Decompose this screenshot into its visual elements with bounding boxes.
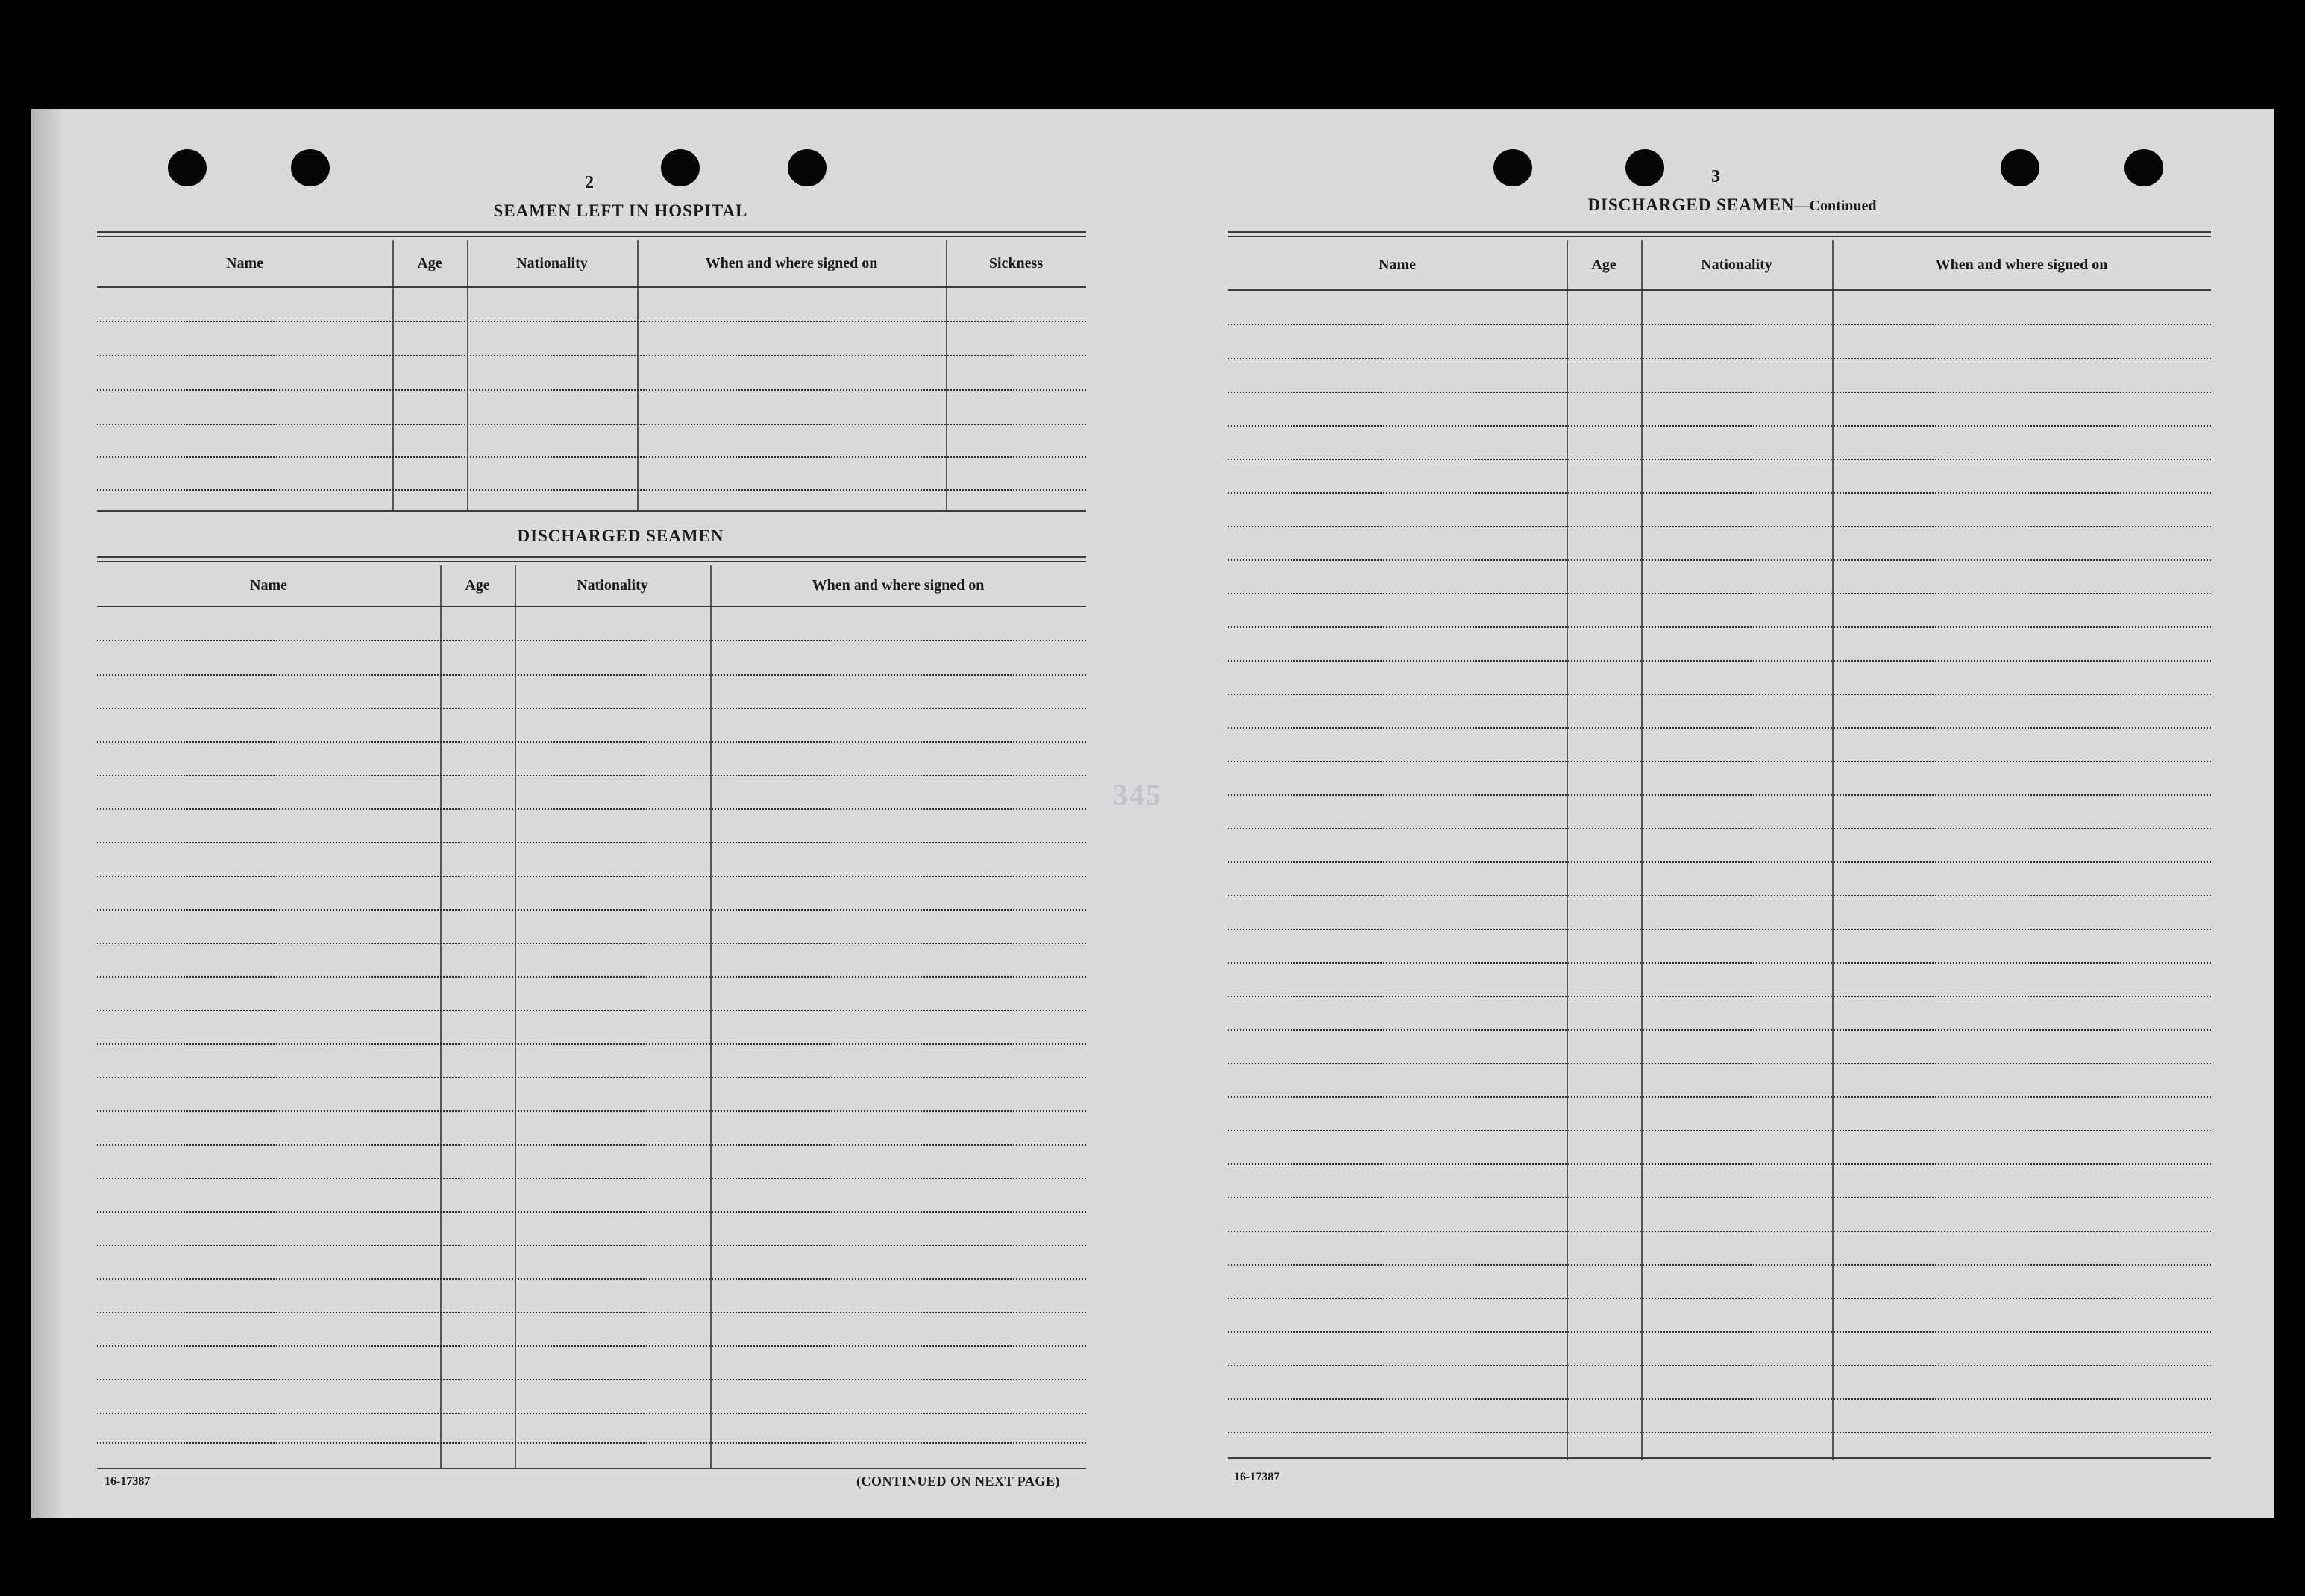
entry-line [97, 1077, 1086, 1078]
entry-line [1228, 694, 2211, 695]
entry-line [1228, 392, 2211, 393]
discharged-top-rule [97, 556, 1086, 558]
column-header-signed-on: When and where signed on [705, 254, 878, 271]
entry-line [97, 456, 1086, 458]
entry-line [97, 741, 1086, 743]
form-number-right: 16-17387 [1234, 1471, 1280, 1483]
punch-hole [1493, 149, 1532, 186]
discharged-ledger [97, 565, 1086, 1469]
page-stamp: 345 [1113, 778, 1162, 811]
entry-line [97, 1278, 1086, 1280]
continued-footnote: (CONTINUED ON NEXT PAGE) [856, 1474, 1060, 1489]
entry-line [97, 1211, 1086, 1213]
column-header-sickness: Sickness [988, 254, 1044, 271]
entry-line [97, 489, 1086, 491]
column-divider [515, 565, 516, 1469]
entry-line [1228, 1163, 2211, 1165]
entry-line [1228, 358, 2211, 359]
entry-line [97, 1110, 1086, 1112]
entry-line [97, 321, 1086, 322]
form-number-left: 16-17387 [104, 1475, 151, 1488]
entry-line [1228, 996, 2211, 997]
entry-line [97, 1442, 1086, 1444]
discharged-top-rule-2 [97, 561, 1086, 562]
section-bottom-rule [97, 1468, 1086, 1469]
entry-line [97, 355, 1086, 356]
punch-hole [168, 149, 207, 186]
hospital-section-title: SEAMEN LEFT IN HOSPITAL [493, 201, 748, 220]
column-header-nationality: Nationality [1701, 256, 1772, 273]
column-divider [467, 240, 468, 512]
entry-line [97, 909, 1086, 911]
entry-line [1228, 1432, 2211, 1433]
column-header-signed-on: When and where signed on [1935, 256, 2108, 273]
header-underline [97, 606, 1086, 607]
column-divider [637, 240, 639, 512]
entry-line [97, 808, 1086, 810]
punch-hole [2124, 149, 2163, 186]
entry-line [1228, 1398, 2211, 1400]
column-header-name: Name [1379, 256, 1416, 273]
entry-line [1228, 1298, 2211, 1299]
entry-line [1228, 761, 2211, 762]
sheet-edge-shadow [31, 109, 64, 1518]
punch-hole [291, 149, 330, 186]
entry-line [1228, 1365, 2211, 1366]
column-header-nationality: Nationality [516, 254, 588, 271]
entry-line [1228, 895, 2211, 896]
punch-hole [1625, 149, 1664, 186]
entry-line [1228, 425, 2211, 427]
entry-line [1228, 1096, 2211, 1098]
column-header-name: Name [226, 254, 263, 271]
entry-line [97, 775, 1086, 776]
discharged-section-title: DISCHARGED SEAMEN [517, 527, 724, 545]
entry-line [97, 389, 1086, 391]
entry-line [1228, 660, 2211, 662]
page-number-left: 2 [585, 173, 594, 192]
column-divider [1832, 240, 1834, 1460]
hospital-top-rule [97, 231, 1086, 233]
entry-line [97, 1178, 1086, 1179]
entry-line [1228, 962, 2211, 964]
entry-line [97, 1413, 1086, 1414]
entry-line [1228, 1130, 2211, 1131]
discharged-continued-ledger [1228, 240, 2211, 1460]
entry-line [97, 1043, 1086, 1045]
entry-line [1228, 727, 2211, 729]
discharged-continued-title-main: DISCHARGED SEAMEN [1587, 195, 1795, 214]
punch-hole [661, 149, 700, 186]
continued-top-rule [1228, 231, 2211, 233]
entry-line [1228, 1029, 2211, 1031]
entry-line [97, 876, 1086, 877]
continued-top-rule-2 [1228, 236, 2211, 237]
entry-line [1228, 559, 2211, 561]
entry-line [1228, 459, 2211, 460]
column-header-signed-on: When and where signed on [812, 576, 985, 594]
entry-line [1228, 1063, 2211, 1064]
hospital-top-rule-2 [97, 236, 1086, 237]
entry-line [97, 1144, 1086, 1146]
ledger-sheet [31, 109, 2274, 1518]
entry-line [1228, 1331, 2211, 1333]
entry-line [1228, 526, 2211, 527]
column-divider [392, 240, 394, 512]
punch-hole [788, 149, 827, 186]
section-bottom-rule [1228, 1457, 2211, 1459]
discharged-continued-title [1493, 195, 1971, 215]
entry-line [97, 1312, 1086, 1313]
entry-line [97, 1345, 1086, 1347]
entry-line [1228, 324, 2211, 325]
entry-line [1228, 1197, 2211, 1198]
hospital-ledger [97, 240, 1086, 512]
column-header-age: Age [417, 254, 442, 271]
entry-line [1228, 626, 2211, 628]
entry-line [97, 1379, 1086, 1380]
entry-line [97, 640, 1086, 641]
entry-line [1228, 929, 2211, 930]
column-divider [1567, 240, 1568, 1460]
header-underline [1228, 289, 2211, 291]
entry-line [97, 674, 1086, 676]
entry-line [97, 424, 1086, 425]
entry-line [1228, 1231, 2211, 1232]
column-divider [710, 565, 712, 1469]
punch-hole [2001, 149, 2039, 186]
entry-line [1228, 794, 2211, 796]
entry-line [97, 1010, 1086, 1011]
column-header-age: Age [1591, 256, 1616, 273]
entry-line [1228, 1264, 2211, 1266]
column-divider [946, 240, 947, 512]
entry-line [1228, 593, 2211, 594]
entry-line [97, 842, 1086, 843]
discharged-continued-suffix: —Continued [1794, 198, 1877, 214]
page-number-right: 3 [1711, 167, 1720, 186]
entry-line [1228, 492, 2211, 494]
column-divider [1641, 240, 1643, 1460]
column-header-age: Age [465, 576, 490, 594]
column-header-name: Name [250, 576, 287, 594]
entry-line [97, 943, 1086, 944]
entry-line [1228, 828, 2211, 829]
entry-line [97, 1245, 1086, 1246]
entry-line [1228, 861, 2211, 863]
column-divider [440, 565, 442, 1469]
section-bottom-rule [97, 510, 1086, 512]
header-underline [97, 286, 1086, 288]
entry-line [97, 708, 1086, 709]
entry-line [97, 976, 1086, 978]
column-header-nationality: Nationality [577, 576, 648, 594]
